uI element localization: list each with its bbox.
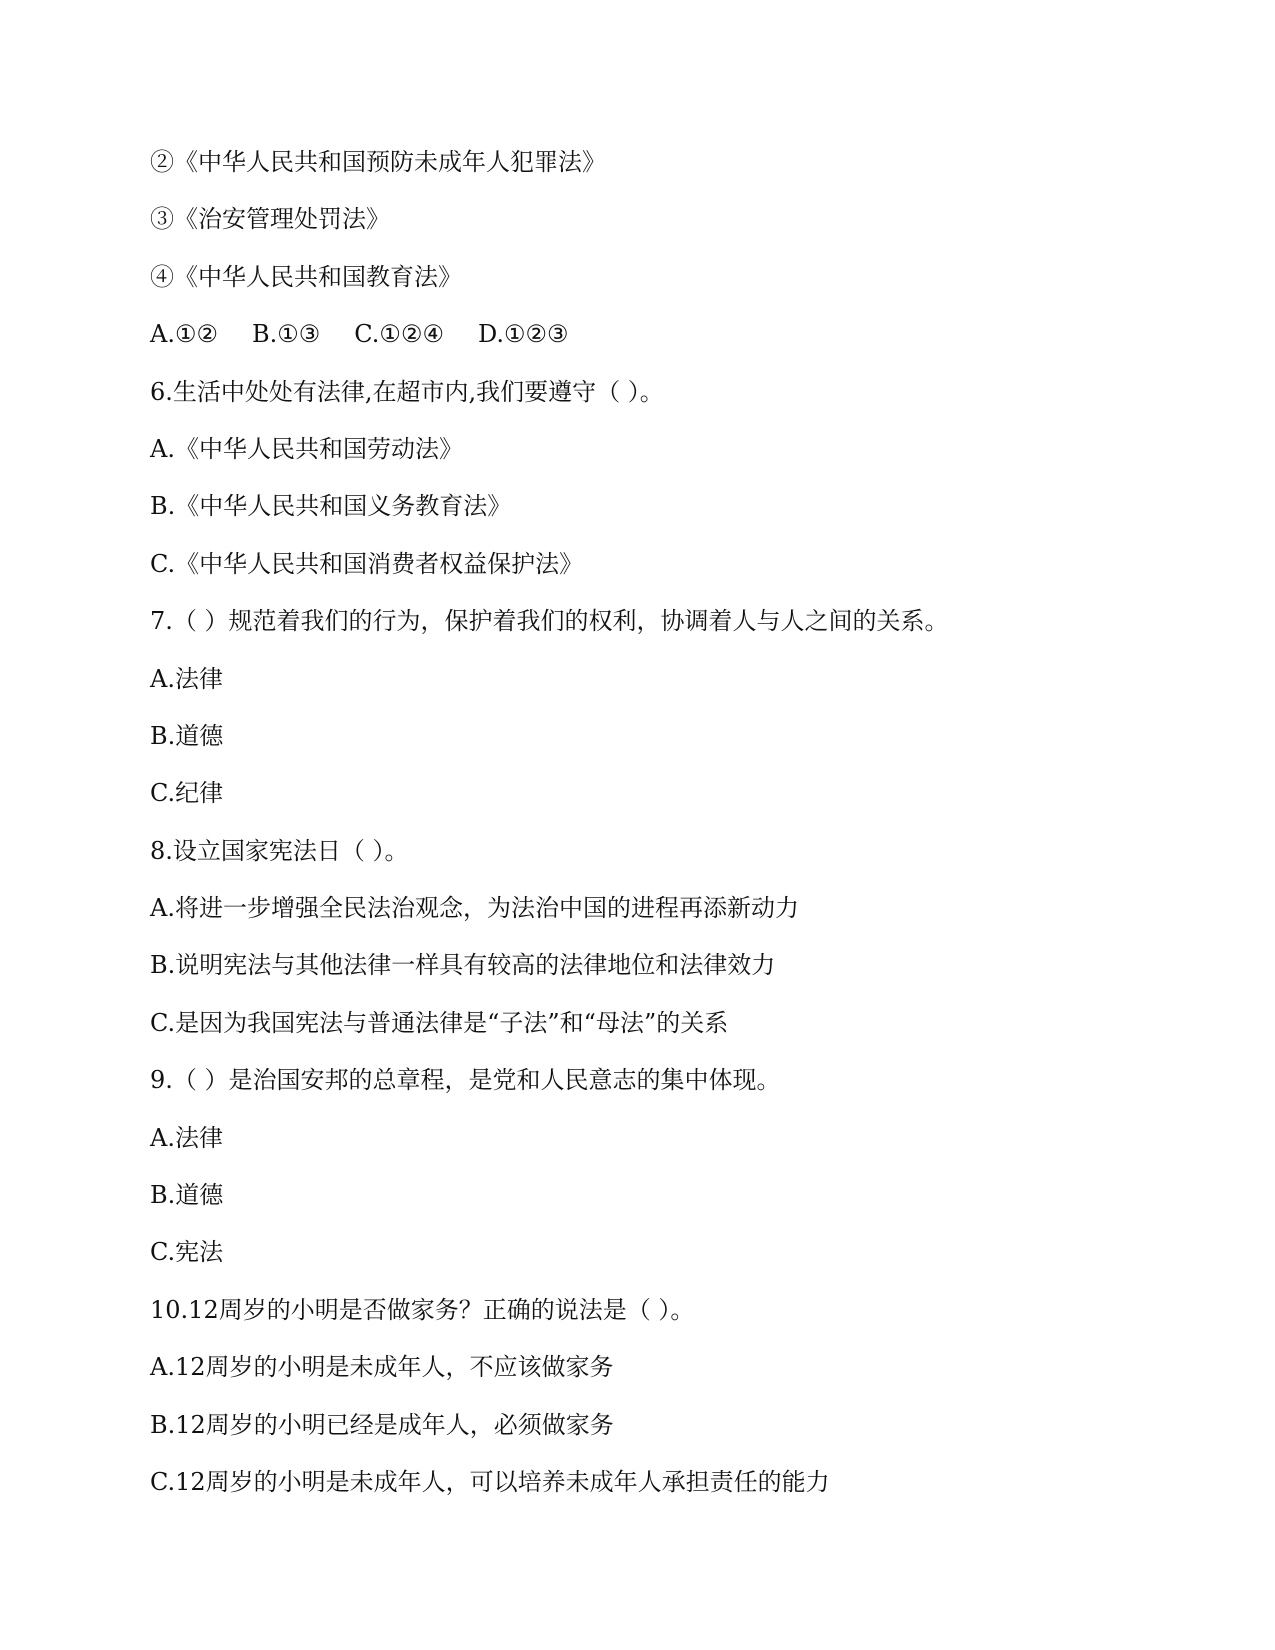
q10-option-c: C.12周岁的小明是未成年人，可以培养未成年人承担责任的能力	[150, 1467, 830, 1496]
q8-stem: 8.设立国家宪法日（ ）。	[150, 836, 409, 865]
q5-item-4: ④《中华人民共和国教育法》	[150, 262, 462, 291]
q5-option-b: B.①③	[252, 320, 321, 349]
q5-item-2: ②《中华人民共和国预防未成年人犯罪法》	[150, 148, 606, 176]
q7-option-b: B.道德	[150, 721, 224, 750]
q5-option-c: C.①②④	[354, 320, 444, 349]
q5-item-3: ③《治安管理处罚法》	[150, 205, 390, 234]
q9-option-b: B.道德	[150, 1181, 224, 1210]
q8-option-b: B.说明宪法与其他法律一样具有较高的法律地位和法律效力	[150, 951, 776, 980]
q9-option-c: C.宪法	[150, 1238, 224, 1267]
q6-stem: 6.生活中处处有法律,在超市内,我们要遵守（ ）。	[150, 377, 664, 406]
q7-stem: 7.（ ）规范着我们的行为，保护着我们的权利，协调着人与人之间的关系。	[150, 607, 949, 636]
q7-option-c: C.纪律	[150, 779, 224, 808]
q5-options	[150, 314, 1200, 371]
q7-option-a: A.法律	[150, 664, 223, 693]
q6-option-c: C.《中华人民共和国消费者权益保护法》	[150, 549, 584, 578]
question-list	[150, 142, 1200, 1519]
q8-option-a: A.将进一步增强全民法治观念，为法治中国的进程再添新动力	[150, 894, 799, 923]
q9-stem: 9.（ ）是治国安邦的总章程，是党和人民意志的集中体现。	[150, 1066, 781, 1095]
q10-option-a: A.12周岁的小明是未成年人，不应该做家务	[150, 1353, 614, 1382]
q6-option-b: B.《中华人民共和国义务教育法》	[150, 492, 512, 521]
q9-option-a: A.法律	[150, 1123, 223, 1152]
q6-option-a: A.《中华人民共和国劳动法》	[150, 434, 463, 463]
q10-stem: 10.12周岁的小明是否做家务？正确的说法是（ ）。	[150, 1295, 695, 1324]
q10-option-b: B.12周岁的小明已经是成年人，必须做家务	[150, 1410, 614, 1439]
q5-option-a: A.①②	[150, 320, 218, 349]
q8-option-c: C.是因为我国宪法与普通法律是“子法”和“母法”的关系	[150, 1008, 729, 1037]
q5-option-d: D.①②③	[477, 320, 569, 349]
